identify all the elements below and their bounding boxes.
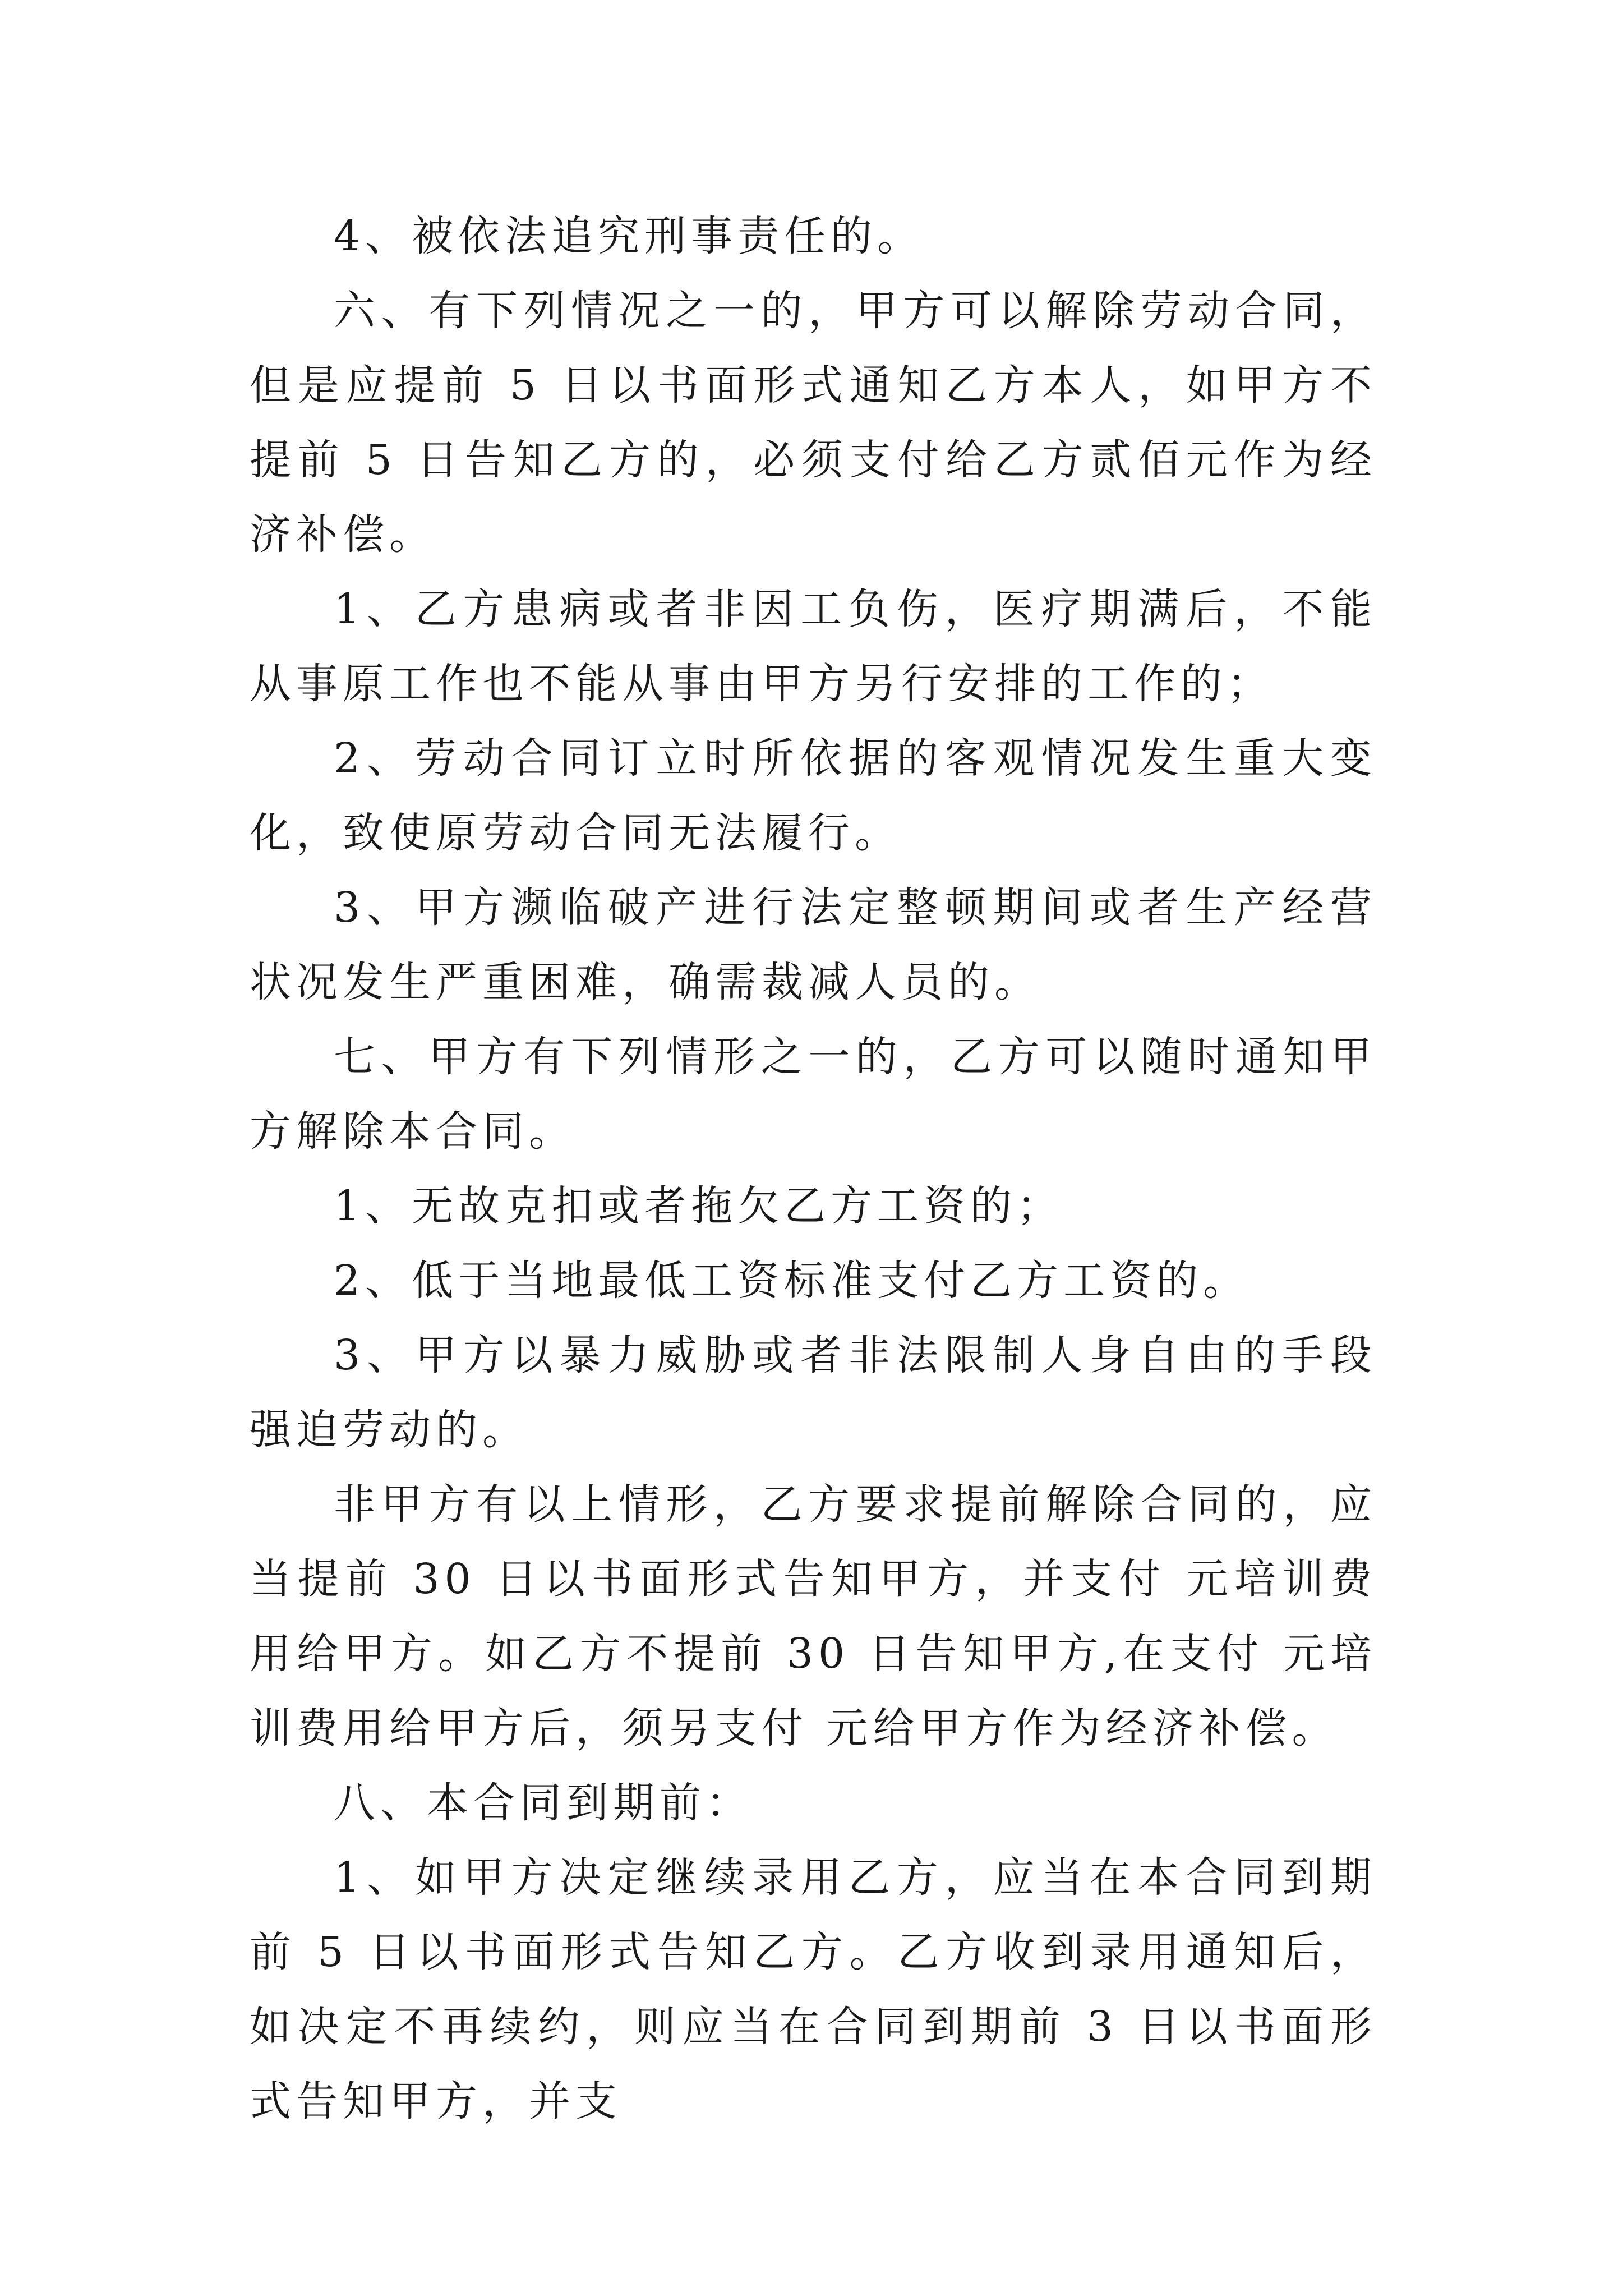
clause-paragraph: 1、乙方患病或者非因工负伤，医疗期满后，不能从事原工作也不能从事由甲方另行安排的工作的； — [250, 585, 1377, 708]
clause-paragraph: 1、无故克扣或者拖欠乙方工资的； — [334, 1182, 1064, 1230]
clause-paragraph: 2、低于当地最低工资标准支付乙方工资的。 — [334, 1257, 1250, 1305]
clause-paragraph: 七、甲方有下列情形之一的，乙方可以随时通知甲方解除本合同。 — [250, 1033, 1377, 1156]
contract-body — [250, 199, 1377, 2139]
clause-paragraph: 八、本合同到期前： — [334, 1779, 753, 1827]
clause-paragraph: 2、劳动合同订立时所依据的客观情况发生重大变化，致使原劳动合同无法履行。 — [250, 734, 1377, 857]
clause-paragraph: 六、有下列情况之一的，甲方可以解除劳动合同，但是应提前 5 日以书面形式通知乙方本人，如甲方不提前 5 日告知乙方的，必须支付给乙方贰佰元作为经济补偿。 — [250, 287, 1377, 559]
clause-paragraph: 1、如甲方决定继续录用乙方，应当在本合同到期前 5 日以书面形式告知乙方。乙方收到录用通知后，如决定不再续约，则应当在合同到期前 3 日以书面形式告知甲方，并支 — [250, 1853, 1377, 2125]
clause-paragraph: 3、甲方以暴力威胁或者非法限制人身自由的手段强迫劳动的。 — [250, 1331, 1377, 1454]
clause-paragraph: 4、被依法追究刑事责任的。 — [334, 212, 924, 260]
clause-paragraph: 3、甲方濒临破产进行法定整顿期间或者生产经营状况发生严重困难，确需裁减人员的。 — [250, 884, 1377, 1006]
clause-paragraph: 非甲方有以上情形，乙方要求提前解除合同的，应当提前 30 日以书面形式告知甲方，并支付 元培训费用给甲方。如乙方不提前 30 日告知甲方,在支付 元培训费用给甲方后，须另支付 元给甲方作为经济补偿。 — [250, 1480, 1377, 1752]
